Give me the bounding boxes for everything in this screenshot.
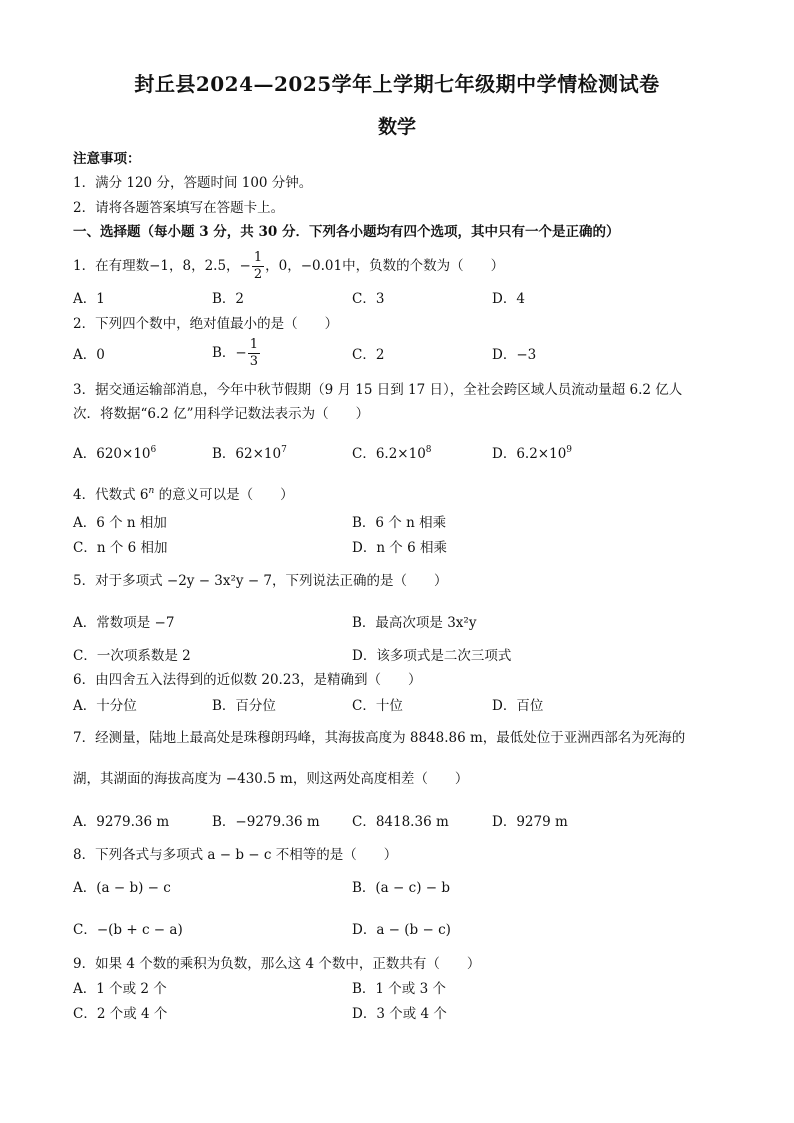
q2-option-d: D．−3 xyxy=(492,347,537,363)
q8-option-a: A．(a − b) − c xyxy=(73,880,171,896)
q6-option-c: C．十位 xyxy=(352,698,403,714)
notice-heading: 注意事项： xyxy=(73,151,141,167)
q3-option-b: B．$62\times 10^7$ xyxy=(212,445,287,462)
notice-item: 2．请将各题答案填写在答题卡上。 xyxy=(73,200,285,216)
question-2-stem: 2．下列四个数中，绝对值最小的是（ ） xyxy=(73,316,339,332)
question-1-stem xyxy=(73,250,504,283)
q1-suffix: ，0，−0.01中，负数的个数为（ ） xyxy=(265,258,505,274)
q3-option-a: A．$620\times 10^6$ xyxy=(73,445,157,462)
q2-option-c: C．2 xyxy=(352,347,385,363)
q8-option-c: C．−(b + c − a) xyxy=(73,922,183,938)
q4-option-d: D．n 个 6 相乘 xyxy=(352,540,447,556)
q9-option-a: A．1 个或 2 个 xyxy=(73,981,167,997)
q2-option-a: A．0 xyxy=(73,347,105,363)
question-6-stem: 6．由四舍五入法得到的近似数 20.23，是精确到（ ） xyxy=(73,672,422,688)
q3-option-c: C．$6.2\times 10^8$ xyxy=(352,445,432,462)
question-9-stem: 9．如果 4 个数的乘积为负数，那么这 4 个数中，正数共有（ ） xyxy=(73,956,481,972)
question-7-stem-line1: 7．经测量，陆地上最高处是珠穆朗玛峰，其海拔高度为 8848.86 m，最低处位于亚洲西部名为死海的 xyxy=(73,730,686,746)
subject-title: 数学 xyxy=(377,116,416,138)
q6-option-a: A．十分位 xyxy=(73,698,137,714)
fraction-one-third: $\frac{1}{3}$ xyxy=(249,337,259,369)
question-3-stem-line2: 次．将数据“6.2 亿”用科学记数法表示为（ ） xyxy=(73,406,370,422)
q5-option-d: D．该多项式是二次三项式 xyxy=(352,648,512,664)
fraction-one-half: $\frac{1}{2}$ xyxy=(253,250,263,282)
question-8-stem: 8．下列各式与多项式 a − b − c 不相等的是（ ） xyxy=(73,847,398,863)
q1-option-c: C．3 xyxy=(352,291,385,307)
q9-option-d: D．3 个或 4 个 xyxy=(352,1006,447,1022)
question-3-stem-line1: 3．据交通运输部消息，今年中秋节假期（9 月 15 日到 17 日），全社会跨区域人员流动量超 6.2 亿人 xyxy=(73,382,683,398)
q8-option-d: D．a − (b − c) xyxy=(352,922,451,938)
q7-option-c: C．8418.36 m xyxy=(352,814,449,830)
q9-option-c: C．2 个或 4 个 xyxy=(73,1006,168,1022)
q8-option-b: B．(a − c) − b xyxy=(352,880,450,896)
q4-option-b: B．6 个 n 相乘 xyxy=(352,515,447,531)
q7-option-a: A．9279.36 m xyxy=(73,814,170,830)
q6-option-d: D．百位 xyxy=(492,698,544,714)
question-5-stem: 5．对于多项式 −2y − 3x²y − 7，下列说法正确的是（ ） xyxy=(73,573,448,589)
q3-option-d: D．$6.2\times 10^9$ xyxy=(492,445,573,462)
q1-prefix: 1．在有理数−1，8，2.5，− xyxy=(73,258,251,274)
page-title: 封丘县2024—2025学年上学期七年级期中学情检测试卷 xyxy=(134,72,660,96)
question-7-stem-line2: 湖，其湖面的海拔高度为 −430.5 m，则这两处高度相差（ ） xyxy=(73,771,469,787)
q9-option-b: B．1 个或 3 个 xyxy=(352,981,446,997)
q2-option-b: B．− $\frac{1}{3}$ xyxy=(212,337,259,369)
q4-option-a: A．6 个 n 相加 xyxy=(73,515,167,531)
q4-option-c: C．n 个 6 相加 xyxy=(73,540,168,556)
question-4-stem: 4．代数式 6$^n$ 的意义可以是（ ） xyxy=(73,486,294,503)
q7-option-b: B．−9279.36 m xyxy=(212,814,320,830)
q1-option-a: A．1 xyxy=(73,291,105,307)
section-heading: 一、选择题（每小题 3 分，共 30 分．下列各小题均有四个选项，其中只有一个是正确的） xyxy=(73,224,620,240)
q5-option-a: A．常数项是 −7 xyxy=(73,615,175,631)
q5-option-c: C．一次项系数是 2 xyxy=(73,648,191,664)
q7-option-d: D．9279 m xyxy=(492,814,568,830)
q6-option-b: B．百分位 xyxy=(212,698,276,714)
q1-option-d: D．4 xyxy=(492,291,525,307)
q1-option-b: B．2 xyxy=(212,291,245,307)
q5-option-b: B．最高次项是 3x²y xyxy=(352,615,477,631)
notice-item: 1．满分 120 分，答题时间 100 分钟。 xyxy=(73,175,313,191)
